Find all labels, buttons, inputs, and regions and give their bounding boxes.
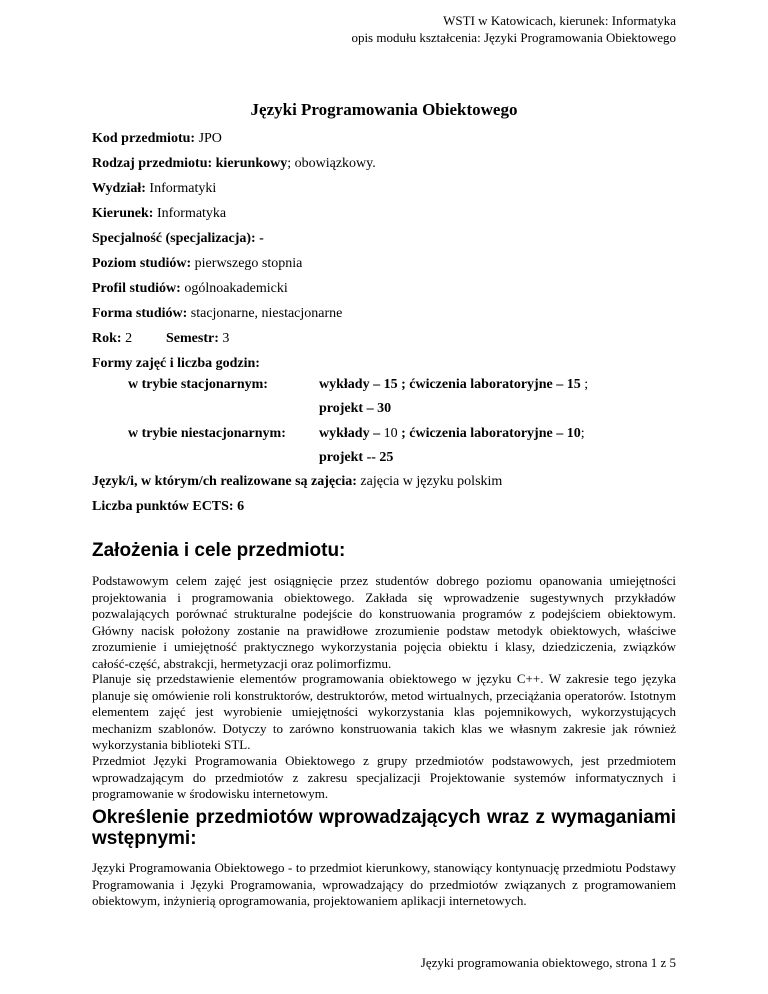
hours-stacjonarny-label: w trybie stacjonarnym: (128, 377, 268, 392)
hours-niestacjonarny-line-1 (319, 426, 585, 442)
field-value: stacjonarne, niestacjonarne (187, 306, 343, 321)
hours-part: 10 (383, 426, 402, 441)
field-label: Rodzaj przedmiotu: kierunkowy (92, 156, 288, 171)
section-zalozenia-paragraph-3: Przedmiot Języki Programowania Obiektowego z grupy przedmiotów podstawowych, jest przedmiotem wprowadzającym do przedmiotów z zakresu specjalizacji Projektowanie systemów informatycznych i programowanie w środowisku internetowym. (92, 753, 676, 801)
header-line-2: opis modułu kształcenia: Języki Programowania Obiektowego (351, 30, 676, 45)
field-value: pierwszego stopnia (191, 256, 303, 271)
field-label: Profil studiów: (92, 281, 181, 296)
field-formy-zajec (92, 355, 260, 373)
hours-part: 15 (383, 377, 402, 392)
field-poziom-studiow (92, 255, 302, 273)
field-value: JPO (195, 131, 222, 146)
field-kod-przedmiotu (92, 130, 222, 148)
section-przedmioty-paragraph-1: Języki Programowania Obiektowego - to przedmiot kierunkowy, stanowiący kontynuację przedmiotu Podstawy Programowania i Języki Programowania, wprowadzający do przedmiotów związanych z programowaniem obiektowym, inżynierią oprogramowania, projektowaniem aplikacji internetowych. (92, 860, 676, 908)
field-semestr (166, 330, 229, 348)
field-label: Kierunek: (92, 206, 154, 221)
field-label: Formy zajęć i liczba godzin: (92, 356, 260, 371)
field-label: Kod przedmiotu: (92, 131, 196, 146)
hours-part: ; (584, 377, 589, 392)
field-ects (92, 498, 244, 516)
hours-part: ; ćwiczenia laboratoryjne – (401, 426, 567, 441)
section-heading-zalozenia: Założenia i cele przedmiotu: (92, 540, 346, 561)
field-profil-studiow (92, 280, 288, 298)
field-value: ogólnoakademicki (180, 281, 288, 296)
hours-part: ; (580, 426, 585, 441)
hours-niestacjonarny-label: w trybie niestacjonarnym: (128, 426, 286, 441)
hours-niestacjonarny-line-2: projekt -- 25 (319, 450, 394, 465)
field-value: 2 (121, 331, 133, 346)
field-label: Rok: (92, 331, 122, 346)
field-wydzial (92, 180, 216, 198)
hours-part: wykłady – (319, 426, 384, 441)
field-label: Specjalność (specjalizacja): - (92, 231, 264, 246)
field-value: 3 (218, 331, 230, 346)
field-rok (92, 330, 132, 348)
section-heading-przedmioty-wprowadzajace-cont: wstępnymi: (92, 828, 197, 849)
page-footer: Języki programowania obiektowego, strona 1 z 5 (420, 955, 676, 970)
field-specjalnosc (92, 230, 264, 248)
section-zalozenia-paragraph-1: Podstawowym celem zajęć jest osiągnięcie przez studentów dobrego poziomu opanowania umiejętności projektowania i programowania obiektowego. Zakłada się wprowadzenie sugestywnych przykładów pozwalających porównać strukturalne podejście do konstruowania programów z podejściem obiektowym. Główny nacisk położony zostanie na prawidłowe zrozumienie podstaw metodyk obiektowych, właściwe zrozumienie i umiejętność praktycznego wykorzystania pojęcia obiektu i klasy, dziedziczenia, związków całość-część, abstrakcji, hermetyzacji oraz polimorfizmu. (92, 573, 676, 671)
field-label: Język/i, w którym/ch realizowane są zajęcia: (92, 474, 357, 489)
hours-part: wykłady – (319, 377, 384, 392)
field-kierunek (92, 205, 226, 223)
field-value: Informatyka (153, 206, 227, 221)
field-value: zajęcia w języku polskim (356, 474, 503, 489)
page-header (351, 12, 676, 46)
field-forma-studiow (92, 305, 342, 323)
field-jezyk-zajec (92, 473, 502, 491)
field-label: Semestr: (166, 331, 219, 346)
hours-part: 15 (566, 377, 585, 392)
section-heading-przedmioty-wprowadzajace: Określenie przedmiotów wprowadzających wraz z wymaganiami (92, 807, 676, 828)
field-value: Informatyki (145, 181, 217, 196)
field-label: Poziom studiów: (92, 256, 192, 271)
hours-stacjonarny-line-1 (319, 377, 588, 393)
header-line-1: WSTI w Katowicach, kierunek: Informatyka (443, 13, 676, 28)
document-title: Języki Programowania Obiektowego (250, 100, 518, 119)
field-label: Liczba punktów ECTS: 6 (92, 499, 245, 514)
hours-part: ; ćwiczenia laboratoryjne – (401, 377, 567, 392)
field-rodzaj-przedmiotu (92, 155, 376, 173)
field-label: Wydział: (92, 181, 146, 196)
field-value: ; obowiązkowy. (287, 156, 376, 171)
hours-stacjonarny-line-2: projekt – 30 (319, 401, 392, 416)
hours-part: 10 (566, 426, 581, 441)
section-zalozenia-paragraph-2: Planuje się przedstawienie elementów programowania obiektowego w języku C++. W zakresie tego języka planuje się omówienie roli konstruktorów, destruktorów, metod wirtualnych, przeciążania operatorów. Istotnym elementem zajęć jest wyrobienie umiejętności wykorzystania klas pojemnikowych, wykorzystujących mechanizm szablonów. Dotyczy to zarówno konstruowania takich klas we własnym zakresie jak również wykorzystania biblioteki STL. (92, 671, 676, 752)
field-label: Forma studiów: (92, 306, 188, 321)
